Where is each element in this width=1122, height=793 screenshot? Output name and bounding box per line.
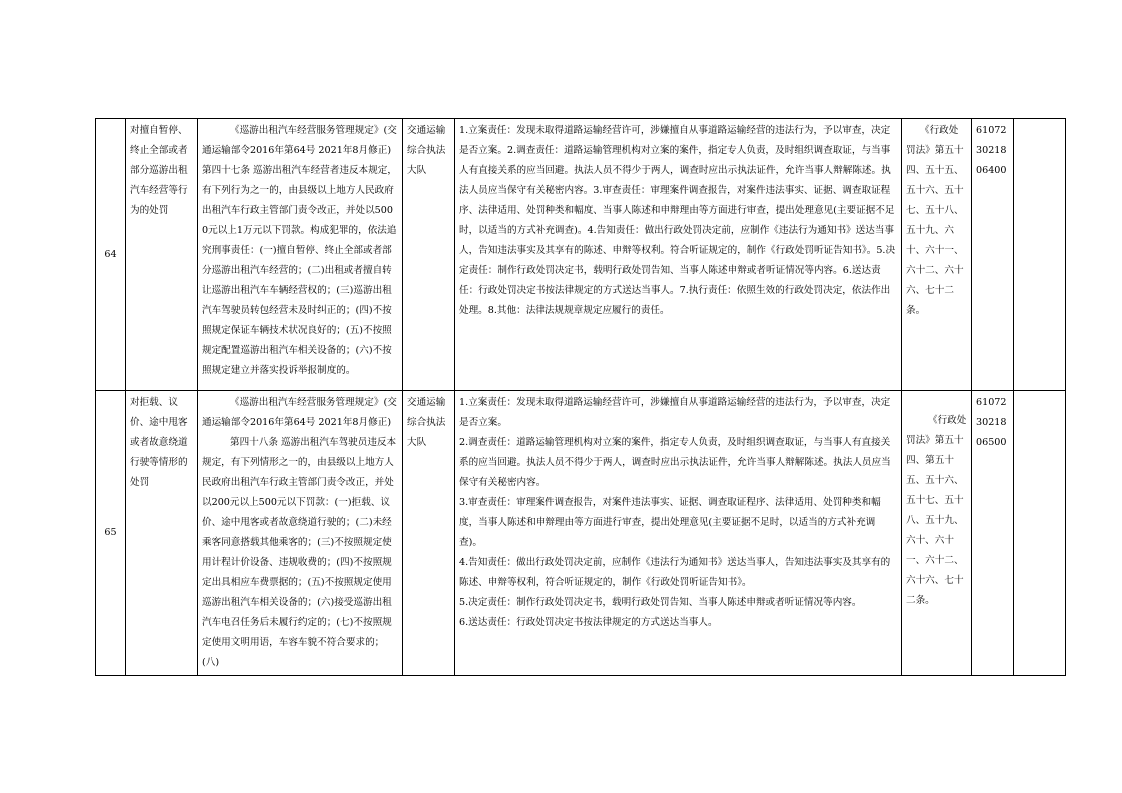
- department: 交通运输综合执法大队: [403, 119, 455, 391]
- table-row: [96, 119, 1066, 391]
- responsibility-item: 5.决定责任：制作行政处罚决定书，载明行政处罚告知、当事人陈述申辩或者听证情况等内容。: [459, 597, 862, 608]
- penalty-basis-text: 《行政处罚法》第五十四、五十五、五十六、五十七、五十八、五十九、六十、六十一、六十二、六十六、七十二条。: [906, 125, 964, 316]
- item-code: 610723021806400: [972, 119, 1014, 391]
- responsibility-item: 3.审查责任：审理案件调查报告，对案件违法事实、证据、调查取证程序、法律适用、处罚种类和幅度，当事人陈述和申辩理由等方面进行审查，提出处理意见(主要证据不足时，以适当的方式补充调查)。: [459, 497, 881, 548]
- department: 交通运输综合执法大队: [403, 391, 455, 676]
- legal-basis: [198, 119, 403, 391]
- legal-basis-head: 《巡游出租汽车经营服务管理规定》(交通运输部令2016年第64号 2021年8月修正): [202, 397, 397, 428]
- item-code: 610723021806500: [972, 391, 1014, 676]
- item-name: 对擅自暂停、终止全部或者部分巡游出租汽车经营等行为的处罚: [126, 119, 198, 391]
- legal-basis-body: 第四十八条 巡游出租汽车驾驶员违反本规定，有下列情形之一的，由县级以上地方人民政府出租汽车行政主管部门责令改正，并处以200元以上500元以下罚款：(一)拒载、议价、途中甩客或者故意绕道行驶的；(二)未经乘客同意搭载其他乘客的；(三)不按照规定使用计程计价设备、违规收费的；(四)不按照规定出具相应车费票据的；(五)不按照规定使用巡游出租汽车相关设备的；(六)接受巡游出租汽车电召任务后未履行约定的；(七)不按照规定使用文明用语，车容车貌不符合要求的；(八): [202, 437, 397, 668]
- row-number: 65: [96, 391, 126, 676]
- responsibility-item: 6.送达责任：行政处罚决定书按法律规定的方式送达当事人。: [459, 617, 718, 628]
- row-number: 64: [96, 119, 126, 391]
- responsibilities: [455, 391, 902, 676]
- remark: [1014, 119, 1066, 391]
- penalty-basis: [902, 391, 972, 676]
- penalty-basis: [902, 119, 972, 391]
- penalty-basis-text: 《行政处罚法》第五十四、第五十五、五十六、五十七、五十八、五十九、六十、六十一、六十二、六十六、七十二条。: [906, 415, 967, 606]
- responsibility-item: 1.立案责任：发现未取得道路运输经营许可，涉嫌擅自从事道路运输经营的违法行为，予以审查，决定是否立案。: [459, 397, 891, 428]
- remark: [1014, 391, 1066, 676]
- power-list-table: [95, 118, 1066, 676]
- legal-basis: [198, 391, 403, 676]
- legal-basis-text: 《巡游出租汽车经营服务管理规定》(交通运输部令2016年第64号 2021年8月修正)第四十七条 巡游出租汽车经营者违反本规定，有下列行为之一的，由县级以上地方人民政府出租汽车行政主管部门责令改正，并处以5000元以上1万元以下罚款。构成犯罪的，依法追究刑事责任：(一)擅自暂停、终止全部或者部分巡游出租汽车经营的；(二)出租或者擅自转让巡游出租汽车车辆经营权的；(三)巡游出租汽车驾驶员转包经营未及时纠正的；(四)不按照规定保证车辆技术状况良好的；(五)不按照规定配置巡游出租汽车相关设备的；(六)不按照规定建立并落实投诉举报制度的。: [202, 125, 397, 376]
- table-row: [96, 391, 1066, 676]
- responsibilities: 1.立案责任：发现未取得道路运输经营许可，涉嫌擅自从事道路运输经营的违法行为，予以审查，决定是否立案。2.调查责任：道路运输管理机构对立案的案件，指定专人负责，及时组织调查取证，与当事人有直接关系的应当回避。执法人员不得少于两人，调查时应出示执法证件，允许当事人辩解陈述。执法人员应当保守有关秘密内容。3.审查责任：审理案件调查报告，对案件违法事实、证据、调查取证程序、法律适用、处罚种类和幅度、当事人陈述和申辩理由等方面进行审查，提出处理意见(主要证据不足时，以适当的方式补充调查)。4.告知责任：做出行政处罚决定前，应制作《违法行为通知书》送达当事人，告知违法事实及其享有的陈述、申辩等权利。符合听证规定的，制作《行政处罚听证告知书》。5.决定责任：制作行政处罚决定书，载明行政处罚告知、当事人陈述申辩或者听证情况等内容。6.送达责任：行政处罚决定书按法律规定的方式送达当事人。7.执行责任：依照生效的行政处罚决定，依法作出处理。8.其他：法律法规规章规定应履行的责任。: [455, 119, 902, 391]
- responsibility-item: 4.告知责任：做出行政处罚决定前，应制作《违法行为通知书》送达当事人，告知违法事实及其享有的陈述、申辩等权利，符合听证规定的，制作《行政处罚听证告知书》。: [459, 557, 891, 588]
- item-name: 对拒载、议价、途中甩客或者故意绕道行驶等情形的处罚: [126, 391, 198, 676]
- responsibility-item: 2.调查责任：道路运输管理机构对立案的案件，指定专人负责，及时组织调查取证，与当事人有直接关系的应当回避。执法人员不得少于两人，调查时应出示执法证件，允许当事人辩解陈述。执法人员应当保守有关秘密内容。: [459, 437, 891, 488]
